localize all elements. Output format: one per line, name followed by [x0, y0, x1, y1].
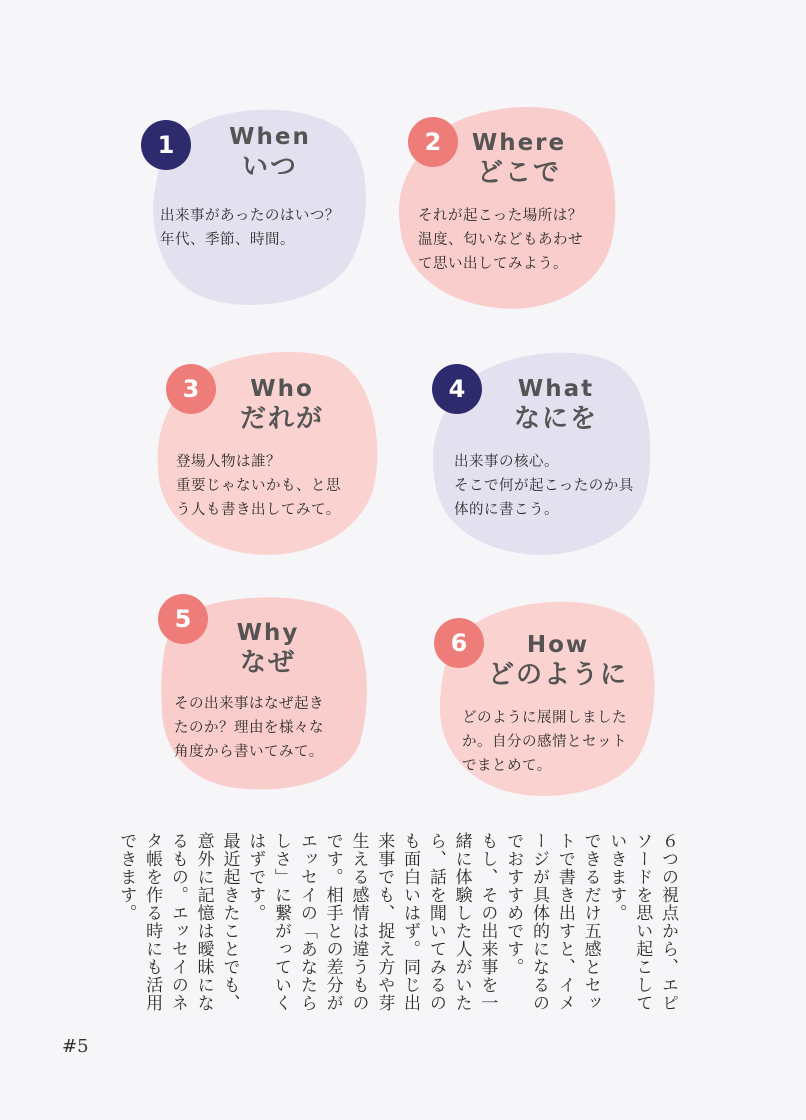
title-japanese: いつ	[241, 151, 298, 182]
number-badge-6: 6	[434, 618, 484, 668]
number-badge-1: 1	[141, 120, 191, 170]
title-japanese: なぜ	[239, 647, 296, 678]
card-description: どのように展開しました か。自分の感情とセット でまとめて。	[462, 710, 627, 774]
title-japanese: だれが	[239, 403, 324, 434]
card-title	[224, 376, 340, 435]
title-english: How	[526, 632, 590, 658]
title-japanese: どのように	[487, 659, 628, 690]
page-number: #5	[62, 1036, 89, 1057]
card-description: その出来事はなぜ起き たのか？理由を様々な 角度から書いてみて。	[174, 696, 324, 760]
card-who	[156, 346, 382, 558]
card-title	[210, 124, 330, 183]
number-badge-5: 5	[158, 594, 208, 644]
card-where	[398, 100, 620, 314]
card-how	[436, 594, 658, 800]
title-japanese: どこで	[476, 157, 561, 188]
card-description: 登場人物は誰？ 重要じゃないかも、と思 う人も書き出してみて。	[176, 454, 341, 518]
card-description: 出来事があったのはいつ？ 年代、季節、時間。	[160, 208, 340, 248]
card-when	[146, 100, 370, 312]
card-title	[484, 632, 632, 691]
vertical-body-text: ６つの視点から、エピ ソードを思い起こして いきます。 できるだけ五感とセッ トで書き出すと、イメ ージが具体的になるの でおすすめです。 もし、その出来事を一 緒に体験した人がいた ら、話を聞いてみるの も面白いはず。同じ出 来事でも、捉え方や芽 生える感情は違うもの です。相手との差分が エッセイの「あなたら しさ」に繋がっていく はずです。 最近起きたことでも、 意外に記憶は曖昧にな るもの。エッセイのネ タ帳を作る時にも活用 できます。	[116, 832, 678, 1012]
number-badge-2: 2	[408, 117, 458, 167]
number-badge-3: 3	[166, 364, 216, 414]
number-badge-4: 4	[432, 364, 482, 414]
card-description: 出来事の核心。 そこで何が起こったのか具 体的に書こう。	[454, 454, 634, 518]
card-title	[214, 620, 322, 679]
card-why	[156, 592, 370, 792]
card-title	[460, 130, 578, 189]
title-english: Why	[236, 620, 300, 646]
title-english: Who	[250, 376, 314, 402]
title-japanese: なにを	[513, 403, 598, 434]
card-title	[496, 376, 616, 435]
card-what	[430, 346, 656, 558]
title-english: What	[517, 376, 595, 402]
title-english: When	[229, 124, 311, 150]
card-description: それが起こった場所は？ 温度、匂いなどもあわせ て思い出してみよう。	[418, 208, 583, 272]
title-english: Where	[471, 130, 567, 156]
